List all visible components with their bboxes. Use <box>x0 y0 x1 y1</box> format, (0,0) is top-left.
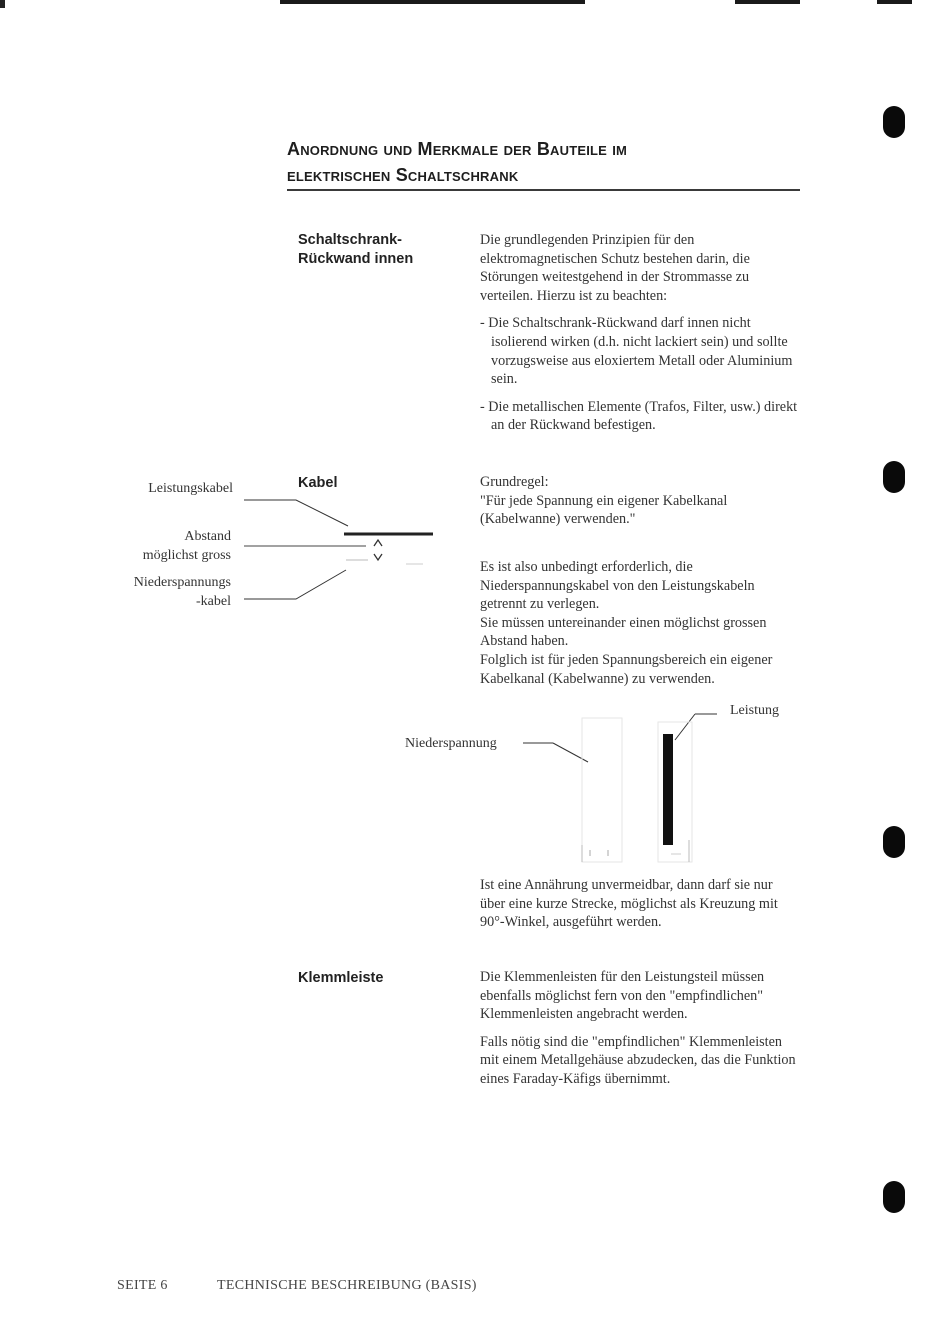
label-leistungskabel: Leistungskabel <box>148 481 233 496</box>
label-line: möglichst gross <box>142 548 231 563</box>
section-heading-kabel: Kabel <box>298 475 338 491</box>
heading-line: Schaltschrank- <box>298 232 402 248</box>
cable-spacing-diagram <box>236 490 436 610</box>
punch-hole <box>883 826 905 858</box>
label-abstand <box>91 527 231 565</box>
bullet-item: - Die Schaltschrank-Rückwand darf innen nicht isolierend wirken (d.h. nicht lackiert sein) und sollte vorzugsweise aus eloxiertem Metall oder Aluminium sein. <box>480 315 793 388</box>
label-niederspannung: Niederspannung <box>405 736 497 751</box>
section-heading-klemmleiste: Klemmleiste <box>298 970 384 986</box>
punch-hole <box>883 461 905 493</box>
label-niederspannungskabel <box>91 573 231 611</box>
leader-line-leistung <box>244 500 348 526</box>
label-leistung: Leistung <box>730 703 779 718</box>
footer-page-number: SEITE 6 <box>117 1278 168 1293</box>
section-body-kabel-crossing <box>480 876 800 932</box>
punch-hole <box>883 1181 905 1213</box>
heading-line: Rückwand innen <box>298 251 414 267</box>
label-line: Abstand <box>184 529 231 544</box>
paragraph: Es ist also unbedingt erforderlich, die Niederspannungskabel von den Leistungskabeln getrennt zu verlegen. <box>480 559 755 613</box>
leader-line-nieder <box>244 570 346 599</box>
paragraph: "Für jede Spannung ein eigener Kabelkanal (Kabelwanne) verwenden." <box>480 492 728 528</box>
paragraph: Falls nötig sind die "empfindlichen" Klemmenleisten mit einem Metallgehäuse abzudecken, das die Funktion eines Faraday-Käfigs übernimmt. <box>480 1033 796 1087</box>
label-line: Niederspannungs <box>133 575 231 590</box>
power-cable-bundle <box>663 734 673 845</box>
cable-duct-diagram <box>515 700 735 870</box>
page-title-line2: elektrischen Schaltschrank <box>287 165 519 185</box>
footer-document-title: TECHNISCHE BESCHREIBUNG (BASIS) <box>217 1278 477 1293</box>
paragraph: Folglich ist für jeden Spannungsbereich ein eigener Kabelkanal (Kabelwanne) zu verwenden. <box>480 651 773 687</box>
bullet-item: - Die metallischen Elemente (Trafos, Filter, usw.) direkt an der Rückwand befestigen. <box>480 398 798 434</box>
paragraph: Sie müssen untereinander einen möglichst grossen Abstand haben. <box>480 614 767 650</box>
arrow-up-icon <box>374 540 382 546</box>
section-body-rueckwand <box>480 231 800 435</box>
paragraph: Die grundlegenden Prinzipien für den elektromagnetischen Schutz bestehen darin, die Störungen weitestgehend in der Strommasse zu verteilen. Hierzu ist zu beachten: <box>480 232 750 304</box>
paragraph: Die Klemmenleisten für den Leistungsteil müssen ebenfalls möglichst fern von den "empfindlichen" Klemmenleisten angebracht werden. <box>480 969 765 1023</box>
corner-mark <box>0 0 5 8</box>
paragraph: Grundregel: <box>480 474 549 490</box>
section-body-klemmleiste <box>480 968 800 1089</box>
arrow-down-icon <box>374 554 382 560</box>
title-underline <box>287 189 800 191</box>
leader-line-nieder <box>553 743 588 762</box>
top-edge-bar <box>280 0 585 4</box>
punch-hole <box>883 106 905 138</box>
top-edge-bar <box>735 0 800 4</box>
paragraph: Ist eine Annährung unvermeidbar, dann darf sie nur über eine kurze Strecke, möglichst als Kreuzung mit 90°-Winkel, ausgeführt werden. <box>480 877 778 931</box>
top-edge-bar <box>877 0 912 4</box>
section-body-kabel <box>480 558 800 688</box>
section-body-kabel-rule <box>480 473 800 529</box>
low-voltage-duct <box>582 718 622 862</box>
section-heading-rueckwand <box>298 231 413 269</box>
page-title-line1: Anordnung und Merkmale der Bauteile im <box>287 139 628 159</box>
page-title <box>287 136 800 188</box>
label-line: -kabel <box>196 594 231 609</box>
